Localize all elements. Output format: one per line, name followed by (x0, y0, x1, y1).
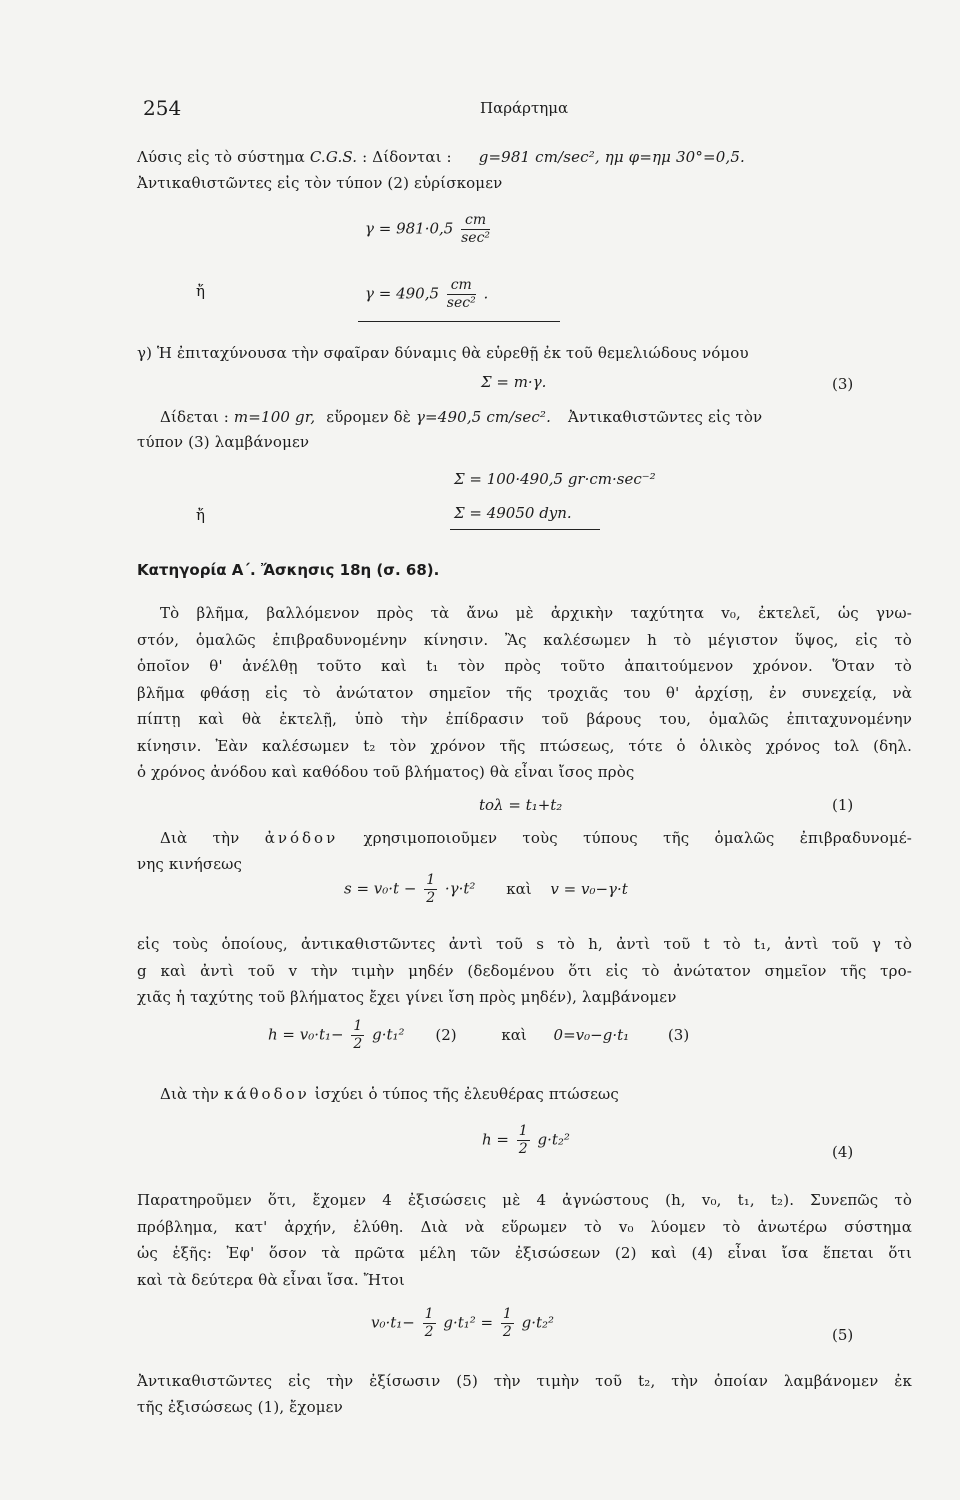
conclusion-line-1: Παρατηροῦμεν ὅτι, ἔχομεν 4 ἐξισώσεις μὲ 4 ἀγνώστους (h, v₀, t₁, t₂). Συνεπῶς τὸ (137, 1191, 912, 1209)
free-fall-equation: h = $\frac{1}{2}$ g·t₂² (482, 1123, 570, 1157)
problem-line-6: κίνησιν. Ἐὰν καλέσωμεν t₂ τὸν χρόνον τῆς πτώσεως, τότε ὁ ὁλικὸς χρόνος tολ (δηλ. (137, 737, 912, 755)
type-line: τύπον (3) λαμβάνομεν (137, 433, 310, 451)
result-underline-2 (450, 529, 600, 530)
conclusion-line-4: καὶ τὰ δεύτερα θὰ εἶναι ἴσα. Ἤτοι (137, 1271, 405, 1289)
sigma-equation-2: Σ = 49050 dyn. (454, 504, 572, 522)
ascent-line-2: g καὶ ἀντὶ τοῦ v τὴν τιμὴν μηδέν (δεδομένου ὅτι εἰς τὸ ἀνώτατον σημεῖον τῆς τρο- (137, 962, 912, 980)
final-line-2: τῆς ἐξισώσεως (1), ἔχομεν (137, 1398, 343, 1416)
final-line-1: Ἀντικαθιστῶντες εἰς τὴν ἐξίσωσιν (5) τὴν τιμὴν τοῦ t₂, τὴν ὁποίαν λαμβάνομεν ἐκ (137, 1372, 912, 1390)
intro-line-2: Ἀντικαθιστῶντες εἰς τὸν τύπον (2) εὑρίσκομεν (137, 174, 503, 192)
given-line: Δίδεται : m=100 gr, εὕρομεν δὲ γ=490,5 cm/sec². Ἀντικαθιστῶντες εἰς τὸν (160, 408, 763, 426)
equation-number-4: (4) (832, 1143, 854, 1161)
ascent-line-3: χιᾶς ἡ ταχύτης τοῦ βλήματος ἔχει γίνει ἴση πρὸς μηδέν), λαμβάνομεν (137, 988, 677, 1006)
conclusion-line-2: πρόβλημα, κατ' ἀρχήν, ἐλύθη. Διὰ νὰ εὕρωμεν τὸ v₀ λύομεν τὸ ἀνωτέρω σύστημα (137, 1218, 912, 1236)
gamma-equation-1: γ = 981·0,5 $\frac{cm}{\text{sec²}}$ (365, 212, 491, 246)
problem-line-7: ὁ χρόνος ἀνόδου καὶ καθόδου τοῦ βλήματος) θὰ εἶναι ἴσος πρὸς (137, 763, 635, 781)
descent-intro-line: Διὰ τὴν κάθοδον ἰσχύει ὁ τύπος τῆς ἐλευθέρας πτώσεως (160, 1085, 619, 1103)
conclusion-line-3: ὡς ἑξῆς: Ἐφ' ὅσον τὰ πρῶτα μέλη τῶν ἐξισώσεων (2) καὶ (4) εἶναι ἴσα ἕπεται ὅτι (137, 1244, 912, 1262)
force-line: γ) Ἡ ἐπιταχύνουσα τὴν σφαῖραν δύναμις θὰ εὑρεθῇ ἐκ τοῦ θεμελιώδους νόμου (137, 344, 749, 362)
gamma-equation-2: γ = 490,5 $\frac{cm}{\text{sec²}}$ . (365, 277, 489, 311)
equation-number-3: (3) (832, 375, 854, 393)
kinematic-equations: s = v₀·t − $\frac{1}{2}$ ·γ·t² καὶ v = v₀−γ·t (344, 872, 628, 906)
sigma-equation-1: Σ = 100·490,5 gr·cm·sec⁻² (454, 470, 656, 488)
or-label-1: ἤ (196, 282, 205, 300)
intro-line-1: Λύσις εἰς τὸ σύστημα C.G.S. : Δίδονται : g=981 cm/sec², ημ φ=ημ 30°=0,5. (137, 148, 745, 166)
total-time-equation: tολ = t₁+t₂ (479, 796, 563, 814)
ascent-equations: h = v₀·t₁− $\frac{1}{2}$ g·t₁² (2) καὶ 0=v₀−g·t₁ (3) (268, 1018, 690, 1052)
ascent-intro-line: Διὰ τὴν ἀνόδον χρησιμοποιοῦμεν τοὺς τύπους τῆς ὁμαλῶς ἐπιβραδυνομέ- (160, 829, 913, 847)
running-title: Παράρτημα (480, 99, 569, 117)
equation-5: v₀·t₁− $\frac{1}{2}$ g·t₁² = $\frac{1}{2}$ g·t₂² (371, 1306, 555, 1340)
problem-line-5: πίπτῃ καὶ θὰ ἐκτελῇ, ὑπὸ τὴν ἐπίδρασιν τοῦ βάρους του, ὁμαλῶς ἐπιταχυνομένην (137, 710, 912, 728)
problem-line-4: βλῆμα φθάσῃ εἰς τὸ ἀνώτατον σημεῖον τῆς τροχιᾶς του θ' ἀρχίσῃ, ἐν συνεχείᾳ, νὰ (137, 684, 912, 702)
equation-number-1: (1) (832, 796, 854, 814)
problem-line-3: ὁποῖον θ' ἀνέλθῃ τοῦτο καὶ t₁ τὸν πρὸς τοῦτο ἀπαιτούμενον χρόνον. Ὅταν τὸ (137, 657, 912, 675)
page-number: 254 (143, 96, 182, 120)
or-label-2: ἤ (196, 506, 205, 524)
equation-number-5: (5) (832, 1326, 854, 1344)
exercise-heading: Κατηγορία Α΄. Ἄσκησις 18η (σ. 68). (137, 561, 440, 579)
ascent-line-1: εἰς τοὺς ὁποίους, ἀντικαθιστῶντες ἀντὶ τοῦ s τὸ h, ἀντὶ τοῦ t τὸ t₁, ἀντὶ τοῦ γ τὸ (137, 935, 912, 953)
problem-line-2: στόν, ὁμαλῶς ἐπιβραδυνομένην κίνησιν. Ἂς καλέσωμεν h τὸ μέγιστον ὕψος, εἰς τὸ (137, 631, 912, 649)
result-underline-1 (358, 321, 560, 322)
ascent-intro-line-2: νης κινήσεως (137, 855, 243, 873)
newton-law-equation: Σ = m·γ. (481, 373, 547, 391)
problem-line-1: Τὸ βλῆμα, βαλλόμενον πρὸς τὰ ἄνω μὲ ἀρχικὴν ταχύτητα v₀, ἐκτελεῖ, ὡς γνω- (160, 604, 912, 622)
